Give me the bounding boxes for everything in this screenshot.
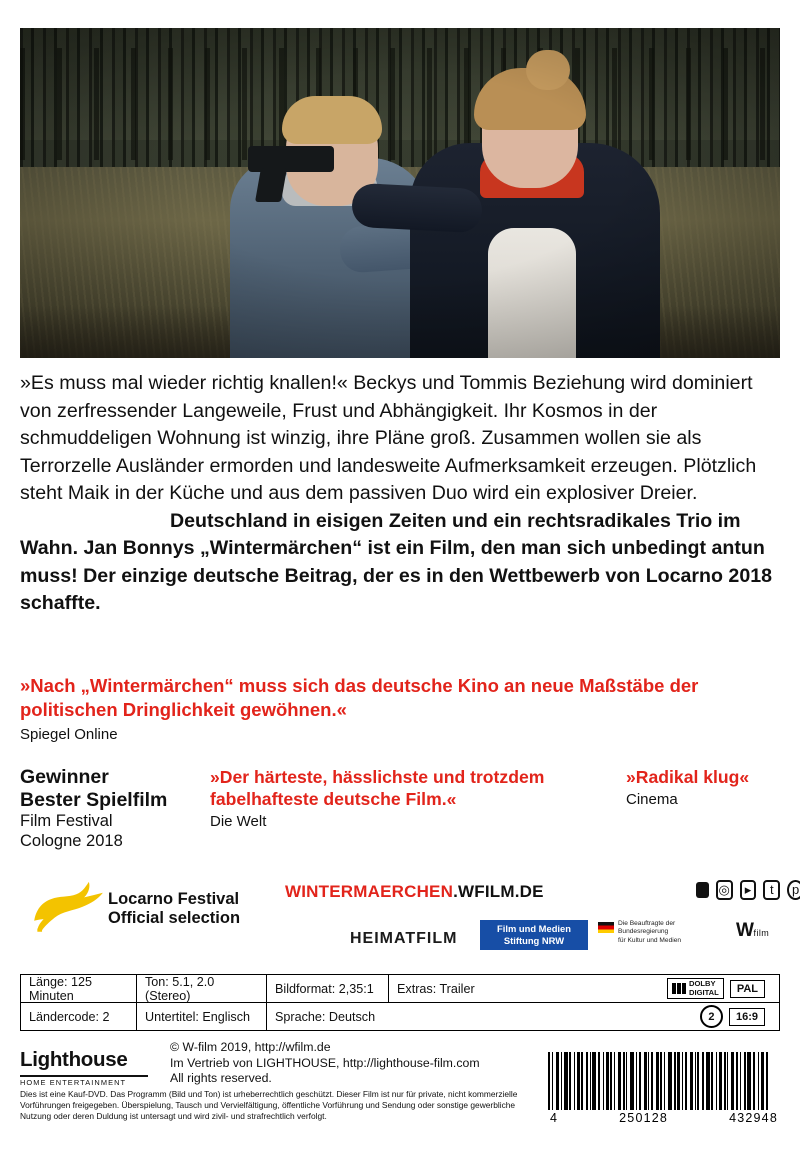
nrw-line-1: Film und Medien	[497, 923, 571, 934]
spec-audio: Ton: 5.1, 2.0 (Stereo)	[137, 975, 267, 1002]
photo-vignette	[20, 28, 780, 358]
vimeo-icon[interactable]: ▸	[740, 880, 757, 900]
lighthouse-name: Lighthouse	[20, 1048, 128, 1071]
spec-extras	[389, 975, 779, 1002]
pinterest-icon[interactable]: p	[787, 880, 800, 900]
bkm-logo	[598, 920, 718, 950]
press-quote-2-text: »Der härteste, hässlichste und trotzdem fabelhafteste deutsche Film.«	[210, 767, 545, 809]
barcode-number	[548, 1111, 780, 1125]
synopsis-paragraph-1: »Es muss mal wieder richtig knallen!« Beckys und Tommis Beziehung wird dominiert von zerfressender Langeweile, Frust und Abhängigkeit. Ihr Kosmos in der schmuddeligen Wohnung ist winzig, ihre Pläne groß. Zusammen wollen sie als Terrorzelle Ausländer ermorden und landesweite Aufmerksamkeit erzeugen. Plötzlich steht Maik in der Küche und aus dem passiven Duo wird ein explosiver Dreier.	[20, 372, 757, 504]
barcode	[548, 1052, 780, 1128]
bkm-line-1: Die Beauftragte der Bundesregierung	[618, 920, 676, 936]
wfilm-sub: film	[753, 928, 770, 938]
spec-row-1	[21, 975, 779, 1003]
barcode-digits-mid: 250128	[619, 1111, 669, 1125]
award-block	[20, 766, 205, 851]
spec-language	[267, 1003, 779, 1030]
aspect-ratio-badge: 16:9	[729, 1008, 765, 1026]
press-quote-text: »Nach „Wintermärchen“ muss sich das deutsche Kino an neue Maßstäbe der politischen Dringlichkeit gewöhnen.«	[20, 675, 699, 720]
lighthouse-logo	[20, 1048, 150, 1087]
logos-band	[20, 872, 800, 968]
copyright-line-1: © W-film 2019, http://wfilm.de	[170, 1040, 331, 1054]
twitter-icon[interactable]: t	[763, 880, 780, 900]
pal-badge: PAL	[730, 980, 765, 998]
synopsis-paragraph-2: Deutschland in eisigen Zeiten und ein rechtsradikales Trio im Wahn. Jan Bonnys „Wintermärchen“ ist ein Film, den man sich unbedingt antun muss! Der einzige deutsche Beitrag, der es in den Wettbewerb von Locarno 2018 schaffte.	[20, 509, 773, 614]
copyright-line-3: All rights reserved.	[170, 1071, 272, 1085]
website-url[interactable]	[285, 882, 544, 902]
award-line-4: Cologne 2018	[20, 831, 123, 850]
fsk-rating-icon: 2	[700, 1005, 723, 1028]
awards-row	[20, 766, 782, 856]
german-flag-icon	[598, 922, 614, 933]
bkm-text	[618, 920, 718, 945]
lighthouse-subtitle: HOME ENTERTAINMENT	[20, 1078, 127, 1087]
synopsis	[20, 370, 782, 618]
spec-subtitles: Untertitel: Englisch	[137, 1003, 267, 1030]
locarno-line-2: Official selection	[108, 909, 241, 927]
spec-badges-row1	[667, 978, 771, 999]
spec-aspect: Bildformat: 2,35:1	[267, 975, 389, 1002]
press-quote-3-source: Cinema	[626, 791, 678, 808]
award-line-2: Bester Spielfilm	[20, 789, 168, 811]
spec-extras-text: Extras: Trailer	[397, 981, 475, 996]
wfilm-w: W	[736, 920, 754, 941]
nrw-line-2: Stiftung NRW	[503, 935, 565, 946]
spec-row-2	[21, 1003, 779, 1030]
spec-length: Länge: 125 Minuten	[21, 975, 137, 1002]
locarno-line-1: Locarno Festival	[108, 890, 240, 908]
spec-region-code: Ländercode: 2	[21, 1003, 137, 1030]
press-quote-2-source: Die Welt	[210, 813, 267, 830]
barcode-bars	[548, 1052, 780, 1110]
social-icons	[696, 880, 800, 900]
press-quote-3-text: »Radikal klug«	[626, 767, 750, 787]
instagram-icon[interactable]: ◎	[716, 880, 733, 900]
cover-photo	[20, 28, 780, 358]
barcode-digits-right: 432948	[729, 1111, 778, 1125]
copyright-line-2: Im Vertrieb von LIGHTHOUSE, http://lighthouse-film.com	[170, 1055, 480, 1070]
locarno-label	[108, 890, 240, 928]
dolby-digital-icon	[667, 978, 724, 999]
legal-text: Dies ist eine Kauf-DVD. Das Programm (Bild und Ton) ist urheberrechtlich geschützt. Dieser Film ist nur für private, nicht kommerzielle Vorführungen freigegeben. Überspielung, Tausch und Vervielfältigung, öffentliche Vorführung und Sendung oder sonstige gewerbliche Nutzung oder deren Duldung ist untersagt und wird zivil- und strafrechtlich verfolgt.	[20, 1089, 518, 1121]
copyright-block	[170, 1040, 550, 1087]
lighthouse-rule	[20, 1075, 148, 1077]
dolby-line-2: DIGITAL	[689, 987, 719, 997]
facebook-icon[interactable]: f	[696, 882, 709, 898]
spec-language-text: Sprache: Deutsch	[275, 1009, 376, 1024]
wfilm-logo	[736, 920, 769, 942]
press-quote-source: Spiegel Online	[20, 726, 118, 743]
locarno-leopard-icon	[28, 878, 106, 934]
barcode-digit-left: 4	[550, 1111, 559, 1125]
url-red-part: WINTERMAERCHEN	[285, 882, 454, 901]
spec-table	[20, 974, 780, 1031]
award-line-3: Film Festival	[20, 812, 113, 830]
dolby-line-1: DOLBY	[689, 979, 716, 988]
film-und-medien-stiftung-nrw-logo	[480, 920, 588, 950]
award-line-1: Gewinner	[20, 766, 109, 788]
press-quote-block	[20, 674, 782, 744]
heimatfilm-logo: HEIMATFILM	[350, 930, 458, 947]
spec-badges-row2	[700, 1005, 771, 1028]
url-black-part: .WFILM.DE	[453, 882, 544, 901]
press-quote-3-block	[626, 766, 800, 809]
press-quote-2-block	[210, 766, 610, 831]
bkm-line-2: für Kultur und Medien	[618, 936, 682, 944]
